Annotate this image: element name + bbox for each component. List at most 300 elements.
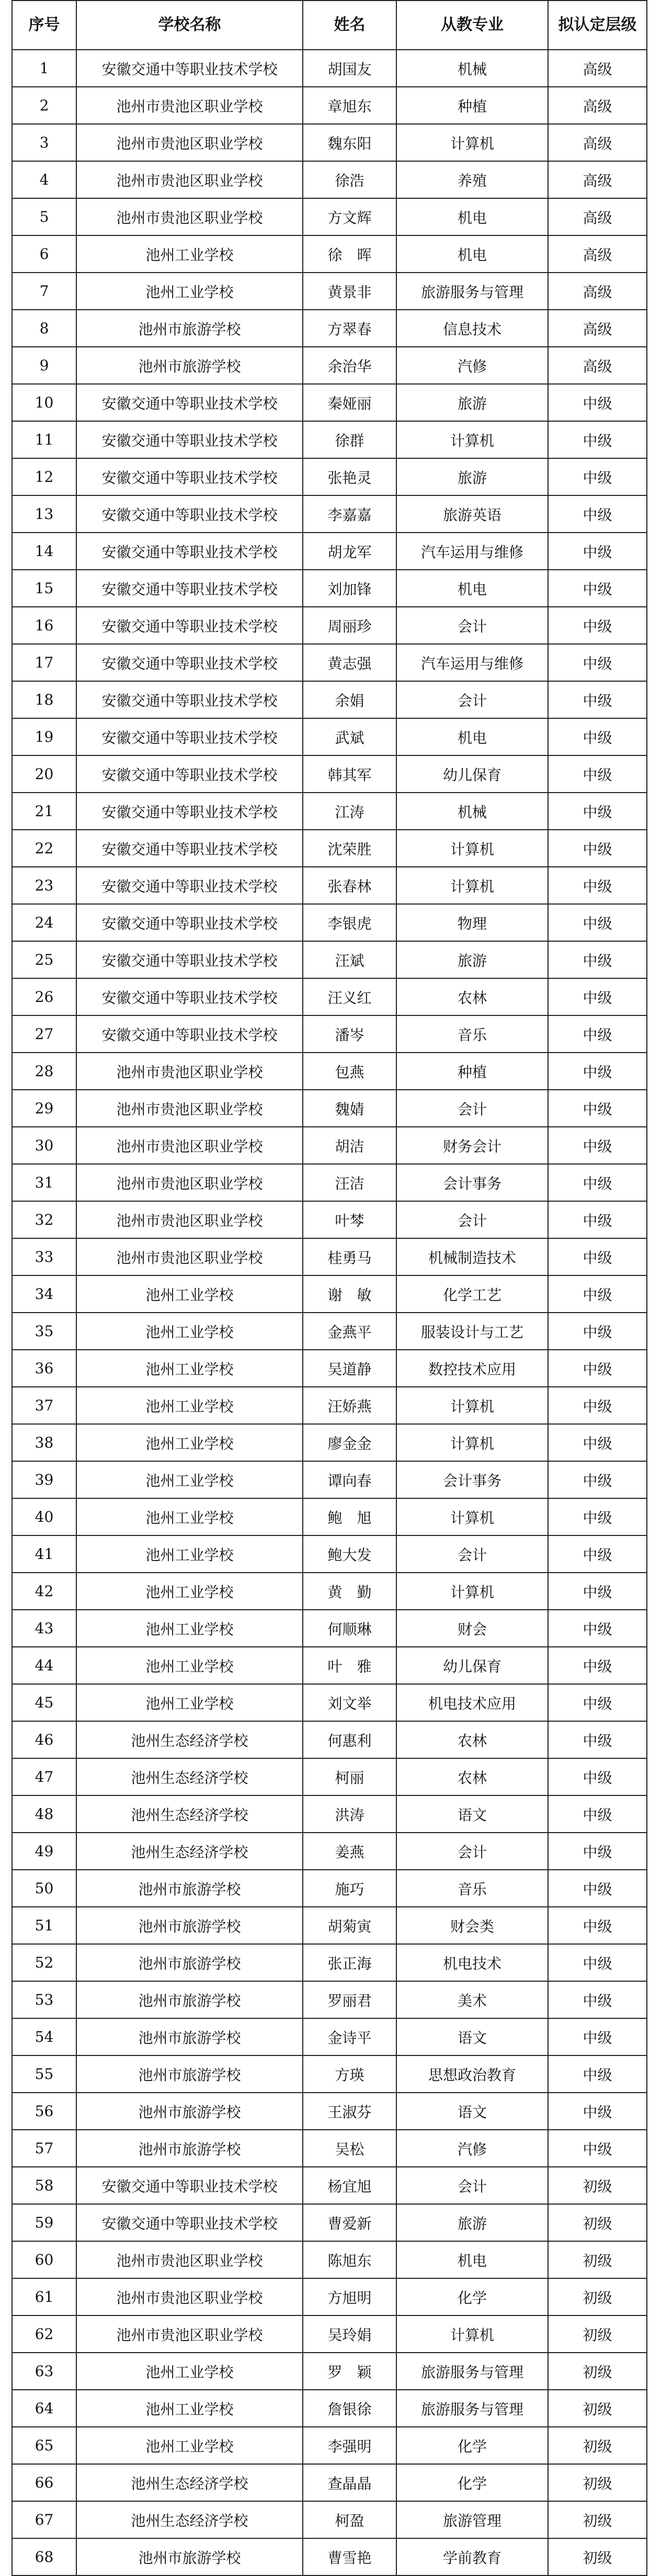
cell-name: 方文辉 [303, 198, 396, 235]
cell-name: 柯丽 [303, 1758, 396, 1795]
cell-name: 杨宜旭 [303, 2167, 396, 2204]
table-row [12, 2315, 647, 2353]
cell-school: 池州市旅游学校 [76, 1981, 303, 2018]
table-row [12, 1053, 647, 1090]
cell-level: 中级 [548, 2018, 647, 2055]
cell-major: 汽车运用与维修 [396, 533, 548, 570]
cell-name: 方瑛 [303, 2055, 396, 2093]
cell-school: 安徽交通中等职业技术学校 [76, 2167, 303, 2204]
cell-school: 安徽交通中等职业技术学校 [76, 421, 303, 458]
header-row [12, 1, 647, 50]
table-row [12, 1833, 647, 1870]
cell-seq: 40 [12, 1498, 76, 1535]
cell-school: 池州生态经济学校 [76, 1721, 303, 1758]
cell-name: 黄景非 [303, 273, 396, 310]
cell-level: 高级 [548, 273, 647, 310]
cell-school: 池州市贵池区职业学校 [76, 1201, 303, 1238]
table-row [12, 1944, 647, 1981]
cell-level: 高级 [548, 198, 647, 235]
cell-major: 机械制造技术 [396, 1238, 548, 1275]
cell-name: 何顺琳 [303, 1610, 396, 1647]
cell-seq: 29 [12, 1090, 76, 1127]
cell-seq: 1 [12, 50, 76, 87]
cell-seq: 36 [12, 1350, 76, 1387]
cell-name: 汪义红 [303, 978, 396, 1015]
cell-major: 计算机 [396, 2315, 548, 2353]
cell-major: 汽修 [396, 2130, 548, 2167]
cell-seq: 62 [12, 2315, 76, 2353]
cell-major: 化学工艺 [396, 1275, 548, 1313]
cell-seq: 60 [12, 2241, 76, 2278]
cell-school: 池州市贵池区职业学校 [76, 2241, 303, 2278]
cell-seq: 7 [12, 273, 76, 310]
cell-school: 池州生态经济学校 [76, 1833, 303, 1870]
cell-major: 机械 [396, 50, 548, 87]
cell-school: 池州市旅游学校 [76, 2018, 303, 2055]
cell-name: 魏婧 [303, 1090, 396, 1127]
cell-school: 池州工业学校 [76, 1647, 303, 1684]
cell-level: 初级 [548, 2353, 647, 2390]
cell-major: 会计事务 [396, 1461, 548, 1498]
cell-level: 中级 [548, 1164, 647, 1201]
cell-name: 徐群 [303, 421, 396, 458]
cell-name: 查晶晶 [303, 2464, 396, 2501]
cell-school: 池州市旅游学校 [76, 1944, 303, 1981]
cell-major: 计算机 [396, 1387, 548, 1424]
cell-school: 池州市贵池区职业学校 [76, 87, 303, 124]
cell-major: 养殖 [396, 161, 548, 198]
table-row [12, 1275, 647, 1313]
cell-name: 谢 敏 [303, 1275, 396, 1313]
table-row [12, 941, 647, 978]
cell-seq: 49 [12, 1833, 76, 1870]
cell-name: 何惠利 [303, 1721, 396, 1758]
table-row [12, 1313, 647, 1350]
cell-level: 中级 [548, 570, 647, 607]
cell-seq: 24 [12, 904, 76, 941]
cell-level: 中级 [548, 421, 647, 458]
cell-seq: 12 [12, 458, 76, 495]
cell-name: 方翠春 [303, 310, 396, 347]
cell-level: 中级 [548, 1053, 647, 1090]
cell-school: 安徽交通中等职业技术学校 [76, 793, 303, 830]
cell-school: 安徽交通中等职业技术学校 [76, 570, 303, 607]
table-row [12, 755, 647, 793]
cell-name: 曹雪艳 [303, 2538, 396, 2575]
table-row [12, 1684, 647, 1721]
cell-level: 中级 [548, 1610, 647, 1647]
cell-major: 机电 [396, 718, 548, 755]
cell-level: 中级 [548, 1498, 647, 1535]
cell-level: 初级 [548, 2464, 647, 2501]
cell-level: 初级 [548, 2390, 647, 2427]
cell-school: 池州市贵池区职业学校 [76, 2315, 303, 2353]
cell-level: 高级 [548, 310, 647, 347]
table-row [12, 681, 647, 718]
cell-name: 方旭明 [303, 2278, 396, 2315]
cell-name: 章旭东 [303, 87, 396, 124]
cell-school: 安徽交通中等职业技术学校 [76, 867, 303, 904]
cell-major: 物理 [396, 904, 548, 941]
cell-seq: 23 [12, 867, 76, 904]
cell-school: 池州市贵池区职业学校 [76, 2278, 303, 2315]
cell-name: 黄志强 [303, 644, 396, 681]
table-row [12, 644, 647, 681]
cell-school: 池州市旅游学校 [76, 2055, 303, 2093]
cell-major: 机电 [396, 570, 548, 607]
table-row [12, 2241, 647, 2278]
cell-name: 金燕平 [303, 1313, 396, 1350]
cell-name: 沈荣胜 [303, 830, 396, 867]
cell-seq: 28 [12, 1053, 76, 1090]
cell-seq: 52 [12, 1944, 76, 1981]
table-row [12, 458, 647, 495]
cell-name: 李银虎 [303, 904, 396, 941]
cell-level: 初级 [548, 2204, 647, 2241]
cell-level: 中级 [548, 978, 647, 1015]
table-row [12, 50, 647, 87]
table-row [12, 904, 647, 941]
cell-school: 安徽交通中等职业技术学校 [76, 904, 303, 941]
table-row [12, 235, 647, 273]
cell-school: 池州市旅游学校 [76, 1907, 303, 1944]
cell-seq: 9 [12, 347, 76, 384]
table-row [12, 830, 647, 867]
cell-school: 池州工业学校 [76, 2390, 303, 2427]
cell-seq: 46 [12, 1721, 76, 1758]
cell-name: 鲍 旭 [303, 1498, 396, 1535]
cell-name: 施巧 [303, 1870, 396, 1907]
table-row [12, 2538, 647, 2575]
cell-name: 洪涛 [303, 1795, 396, 1833]
cell-level: 中级 [548, 1907, 647, 1944]
cell-seq: 54 [12, 2018, 76, 2055]
table-row [12, 1647, 647, 1684]
cell-level: 中级 [548, 1313, 647, 1350]
cell-major: 旅游英语 [396, 495, 548, 533]
cell-level: 中级 [548, 533, 647, 570]
cell-name: 张春林 [303, 867, 396, 904]
table-row [12, 161, 647, 198]
cell-seq: 5 [12, 198, 76, 235]
table-row [12, 124, 647, 161]
cell-major: 种植 [396, 1053, 548, 1090]
cell-seq: 43 [12, 1610, 76, 1647]
cell-level: 中级 [548, 867, 647, 904]
table-row [12, 2130, 647, 2167]
cell-seq: 30 [12, 1127, 76, 1164]
cell-major: 会计 [396, 607, 548, 644]
cell-level: 中级 [548, 1015, 647, 1053]
cell-name: 江涛 [303, 793, 396, 830]
table-row [12, 1461, 647, 1498]
cell-school: 池州市旅游学校 [76, 2130, 303, 2167]
cell-level: 中级 [548, 904, 647, 941]
table-row [12, 1795, 647, 1833]
cell-level: 中级 [548, 718, 647, 755]
cell-name: 魏东阳 [303, 124, 396, 161]
cell-school: 安徽交通中等职业技术学校 [76, 718, 303, 755]
cell-level: 高级 [548, 87, 647, 124]
cell-school: 池州生态经济学校 [76, 2464, 303, 2501]
cell-major: 会计 [396, 1090, 548, 1127]
cell-seq: 68 [12, 2538, 76, 2575]
cell-level: 中级 [548, 1870, 647, 1907]
cell-level: 初级 [548, 2427, 647, 2464]
cell-school: 池州工业学校 [76, 1461, 303, 1498]
table-row [12, 1090, 647, 1127]
cell-level: 中级 [548, 1387, 647, 1424]
cell-name: 李强明 [303, 2427, 396, 2464]
cell-school: 池州市贵池区职业学校 [76, 1127, 303, 1164]
cell-name: 鲍大发 [303, 1535, 396, 1573]
cell-school: 安徽交通中等职业技术学校 [76, 533, 303, 570]
table-row [12, 1907, 647, 1944]
cell-seq: 27 [12, 1015, 76, 1053]
cell-name: 徐浩 [303, 161, 396, 198]
cell-level: 中级 [548, 1684, 647, 1721]
cell-seq: 67 [12, 2501, 76, 2538]
cell-name: 叶 雅 [303, 1647, 396, 1684]
cell-level: 中级 [548, 2093, 647, 2130]
table-row [12, 2464, 647, 2501]
cell-seq: 48 [12, 1795, 76, 1833]
cell-seq: 44 [12, 1647, 76, 1684]
cell-major: 机电 [396, 2241, 548, 2278]
cell-name: 吴玲娟 [303, 2315, 396, 2353]
cell-name: 张正海 [303, 1944, 396, 1981]
cell-level: 中级 [548, 1833, 647, 1870]
cell-level: 中级 [548, 681, 647, 718]
table-row [12, 607, 647, 644]
table-row [12, 2167, 647, 2204]
cell-name: 张艳灵 [303, 458, 396, 495]
cell-level: 初级 [548, 2278, 647, 2315]
cell-major: 会计 [396, 1833, 548, 1870]
table-row [12, 347, 647, 384]
cell-school: 安徽交通中等职业技术学校 [76, 384, 303, 421]
table-row [12, 384, 647, 421]
cell-level: 中级 [548, 607, 647, 644]
cell-level: 中级 [548, 1275, 647, 1313]
table-row [12, 1238, 647, 1275]
cell-level: 中级 [548, 941, 647, 978]
table-row [12, 1758, 647, 1795]
cell-name: 吴松 [303, 2130, 396, 2167]
cell-major: 信息技术 [396, 310, 548, 347]
cell-level: 中级 [548, 1758, 647, 1795]
cell-major: 思想政治教育 [396, 2055, 548, 2093]
cell-major: 农林 [396, 1721, 548, 1758]
cell-major: 数控技术应用 [396, 1350, 548, 1387]
cell-name: 罗丽君 [303, 1981, 396, 2018]
cell-major: 旅游 [396, 2204, 548, 2241]
cell-seq: 11 [12, 421, 76, 458]
cell-level: 初级 [548, 2538, 647, 2575]
cell-school: 安徽交通中等职业技术学校 [76, 978, 303, 1015]
cell-major: 音乐 [396, 1870, 548, 1907]
cell-school: 安徽交通中等职业技术学校 [76, 1015, 303, 1053]
cell-school: 池州市旅游学校 [76, 2093, 303, 2130]
cell-major: 化学 [396, 2464, 548, 2501]
table-row [12, 310, 647, 347]
table-row [12, 1870, 647, 1907]
cell-seq: 20 [12, 755, 76, 793]
cell-school: 池州市贵池区职业学校 [76, 1238, 303, 1275]
cell-level: 中级 [548, 1573, 647, 1610]
cell-school: 池州市旅游学校 [76, 310, 303, 347]
cell-major: 会计 [396, 1201, 548, 1238]
cell-level: 高级 [548, 235, 647, 273]
cell-major: 旅游 [396, 941, 548, 978]
cell-name: 陈旭东 [303, 2241, 396, 2278]
cell-school: 池州工业学校 [76, 273, 303, 310]
cell-name: 桂勇马 [303, 1238, 396, 1275]
table-row [12, 1573, 647, 1610]
cell-seq: 13 [12, 495, 76, 533]
table-row [12, 273, 647, 310]
cell-level: 中级 [548, 1424, 647, 1461]
table-row [12, 1981, 647, 2018]
cell-major: 会计事务 [396, 1164, 548, 1201]
cell-seq: 17 [12, 644, 76, 681]
cell-seq: 15 [12, 570, 76, 607]
cell-name: 曹爱新 [303, 2204, 396, 2241]
cell-school: 池州工业学校 [76, 1275, 303, 1313]
cell-major: 计算机 [396, 867, 548, 904]
header-major: 从教专业 [396, 1, 548, 50]
cell-name: 王淑芬 [303, 2093, 396, 2130]
cell-major: 机电技术应用 [396, 1684, 548, 1721]
table-row [12, 1015, 647, 1053]
cell-level: 中级 [548, 1461, 647, 1498]
header-level: 拟认定层级 [548, 1, 647, 50]
cell-major: 语文 [396, 2093, 548, 2130]
cell-level: 中级 [548, 644, 647, 681]
header-school: 学校名称 [76, 1, 303, 50]
cell-name: 刘文举 [303, 1684, 396, 1721]
header-seq: 序号 [12, 1, 76, 50]
cell-school: 池州生态经济学校 [76, 1795, 303, 1833]
cell-seq: 19 [12, 718, 76, 755]
cell-major: 旅游管理 [396, 2501, 548, 2538]
cell-seq: 39 [12, 1461, 76, 1498]
cell-seq: 21 [12, 793, 76, 830]
teacher-list-document [12, 0, 646, 2576]
cell-name: 潘岑 [303, 1015, 396, 1053]
cell-school: 安徽交通中等职业技术学校 [76, 755, 303, 793]
cell-name: 廖金金 [303, 1424, 396, 1461]
table-row [12, 867, 647, 904]
cell-level: 中级 [548, 2055, 647, 2093]
cell-school: 安徽交通中等职业技术学校 [76, 50, 303, 87]
cell-school: 安徽交通中等职业技术学校 [76, 830, 303, 867]
cell-name: 余治华 [303, 347, 396, 384]
cell-school: 安徽交通中等职业技术学校 [76, 2204, 303, 2241]
cell-level: 中级 [548, 1721, 647, 1758]
cell-school: 池州工业学校 [76, 2427, 303, 2464]
table-row [12, 1424, 647, 1461]
cell-school: 安徽交通中等职业技术学校 [76, 495, 303, 533]
cell-school: 池州工业学校 [76, 1424, 303, 1461]
cell-seq: 53 [12, 1981, 76, 2018]
cell-name: 武斌 [303, 718, 396, 755]
table-row [12, 1535, 647, 1573]
cell-seq: 37 [12, 1387, 76, 1424]
cell-major: 服装设计与工艺 [396, 1313, 548, 1350]
cell-name: 胡菊寅 [303, 1907, 396, 1944]
table-row [12, 1498, 647, 1535]
table-row [12, 718, 647, 755]
cell-major: 计算机 [396, 1424, 548, 1461]
cell-seq: 3 [12, 124, 76, 161]
cell-major: 学前教育 [396, 2538, 548, 2575]
cell-major: 汽修 [396, 347, 548, 384]
cell-level: 中级 [548, 1090, 647, 1127]
cell-name: 刘加锋 [303, 570, 396, 607]
table-row [12, 1610, 647, 1647]
cell-level: 高级 [548, 161, 647, 198]
cell-seq: 64 [12, 2390, 76, 2427]
cell-major: 会计 [396, 681, 548, 718]
cell-school: 安徽交通中等职业技术学校 [76, 458, 303, 495]
cell-major: 旅游 [396, 384, 548, 421]
cell-major: 农林 [396, 978, 548, 1015]
cell-major: 机械 [396, 793, 548, 830]
cell-level: 中级 [548, 1350, 647, 1387]
cell-major: 幼儿保育 [396, 755, 548, 793]
cell-level: 中级 [548, 1795, 647, 1833]
cell-major: 化学 [396, 2278, 548, 2315]
cell-level: 高级 [548, 50, 647, 87]
cell-seq: 22 [12, 830, 76, 867]
teacher-level-table [12, 0, 647, 2576]
cell-seq: 14 [12, 533, 76, 570]
table-row [12, 1350, 647, 1387]
cell-major: 财会 [396, 1610, 548, 1647]
cell-major: 美术 [396, 1981, 548, 2018]
cell-level: 中级 [548, 1647, 647, 1684]
cell-major: 种植 [396, 87, 548, 124]
cell-level: 初级 [548, 2241, 647, 2278]
cell-major: 计算机 [396, 1498, 548, 1535]
cell-seq: 2 [12, 87, 76, 124]
cell-name: 金诗平 [303, 2018, 396, 2055]
cell-major: 旅游服务与管理 [396, 2390, 548, 2427]
cell-major: 旅游服务与管理 [396, 273, 548, 310]
cell-seq: 65 [12, 2427, 76, 2464]
cell-school: 池州市贵池区职业学校 [76, 124, 303, 161]
cell-name: 姜燕 [303, 1833, 396, 1870]
cell-seq: 25 [12, 941, 76, 978]
cell-school: 安徽交通中等职业技术学校 [76, 644, 303, 681]
cell-seq: 34 [12, 1275, 76, 1313]
cell-level: 中级 [548, 793, 647, 830]
table-row [12, 2278, 647, 2315]
cell-seq: 26 [12, 978, 76, 1015]
cell-school: 池州市旅游学校 [76, 347, 303, 384]
cell-level: 高级 [548, 347, 647, 384]
cell-school: 池州市贵池区职业学校 [76, 1053, 303, 1090]
cell-school: 安徽交通中等职业技术学校 [76, 681, 303, 718]
cell-name: 汪娇燕 [303, 1387, 396, 1424]
table-header [12, 1, 647, 50]
cell-major: 计算机 [396, 421, 548, 458]
cell-name: 余娟 [303, 681, 396, 718]
cell-level: 中级 [548, 755, 647, 793]
cell-major: 旅游服务与管理 [396, 2353, 548, 2390]
cell-school: 池州市贵池区职业学校 [76, 161, 303, 198]
